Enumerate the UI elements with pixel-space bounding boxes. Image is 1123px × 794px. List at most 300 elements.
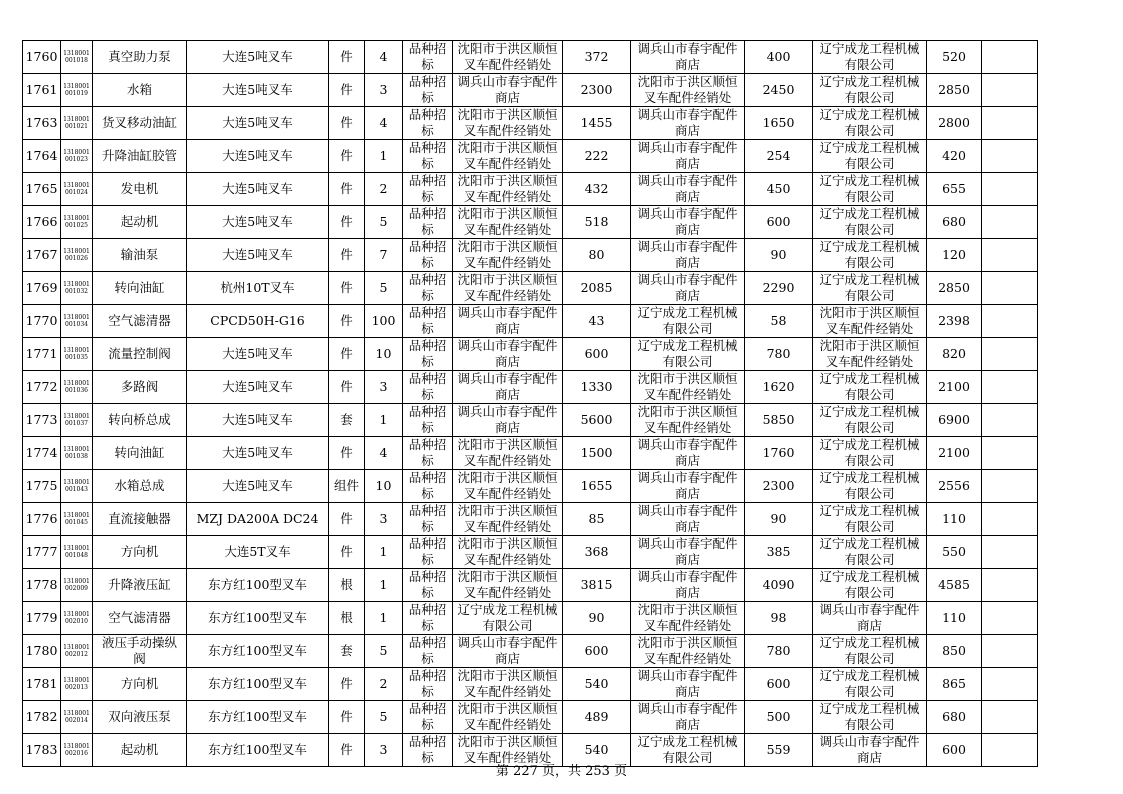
item-code-cell: 1318001 002010 [61, 602, 93, 635]
supplier-3-cell: 辽宁成龙工程机械 有限公司 [813, 470, 927, 503]
procurement-method-cell: 品种招 标 [403, 305, 453, 338]
remarks-cell [982, 635, 1038, 668]
procurement-method-cell: 品种招 标 [403, 371, 453, 404]
unit-cell: 件 [329, 371, 365, 404]
procurement-method-cell: 品种招 标 [403, 668, 453, 701]
unit-cell: 件 [329, 173, 365, 206]
row-number-cell: 1766 [23, 206, 61, 239]
supplier-2-cell: 调兵山市春宇配件 商店 [631, 668, 745, 701]
unit-cell: 件 [329, 41, 365, 74]
remarks-cell [982, 404, 1038, 437]
procurement-method-cell: 品种招 标 [403, 701, 453, 734]
item-name-cell: 方向机 [93, 668, 187, 701]
supplier-1-cell: 调兵山市春宇配件 商店 [453, 635, 563, 668]
row-number-cell: 1774 [23, 437, 61, 470]
price-2-cell: 2300 [745, 470, 813, 503]
model-cell: 大连5吨叉车 [187, 470, 329, 503]
table-row [23, 437, 1038, 470]
row-number-cell: 1781 [23, 668, 61, 701]
table-row [23, 107, 1038, 140]
price-3-cell: 2398 [927, 305, 982, 338]
price-1-cell: 222 [563, 140, 631, 173]
price-3-cell: 2850 [927, 74, 982, 107]
unit-cell: 件 [329, 437, 365, 470]
row-number-cell: 1778 [23, 569, 61, 602]
supplier-3-cell: 辽宁成龙工程机械 有限公司 [813, 668, 927, 701]
price-3-cell: 6900 [927, 404, 982, 437]
price-2-cell: 780 [745, 635, 813, 668]
unit-cell: 件 [329, 206, 365, 239]
price-3-cell: 120 [927, 239, 982, 272]
table-row [23, 602, 1038, 635]
supplier-3-cell: 辽宁成龙工程机械 有限公司 [813, 206, 927, 239]
supplier-1-cell: 沈阳市于洪区顺恒 叉车配件经销处 [453, 437, 563, 470]
table-row [23, 668, 1038, 701]
table-row [23, 503, 1038, 536]
supplier-2-cell: 辽宁成龙工程机械 有限公司 [631, 305, 745, 338]
price-3-cell: 520 [927, 41, 982, 74]
model-cell: MZJ DA200A DC24 [187, 503, 329, 536]
supplier-2-cell: 调兵山市春宇配件 商店 [631, 569, 745, 602]
supplier-3-cell: 辽宁成龙工程机械 有限公司 [813, 272, 927, 305]
procurement-method-cell: 品种招 标 [403, 404, 453, 437]
procurement-table [22, 40, 1038, 767]
item-code-cell: 1318001 001045 [61, 503, 93, 536]
supplier-2-cell: 沈阳市于洪区顺恒 叉车配件经销处 [631, 404, 745, 437]
item-name-cell: 发电机 [93, 173, 187, 206]
table-row [23, 371, 1038, 404]
price-3-cell: 850 [927, 635, 982, 668]
unit-cell: 组件 [329, 470, 365, 503]
price-1-cell: 5600 [563, 404, 631, 437]
remarks-cell [982, 602, 1038, 635]
supplier-1-cell: 沈阳市于洪区顺恒 叉车配件经销处 [453, 140, 563, 173]
quantity-cell: 3 [365, 734, 403, 767]
row-number-cell: 1782 [23, 701, 61, 734]
supplier-1-cell: 沈阳市于洪区顺恒 叉车配件经销处 [453, 503, 563, 536]
item-code-cell: 1318001 001036 [61, 371, 93, 404]
item-code-cell: 1318001 002013 [61, 668, 93, 701]
model-cell: 大连5吨叉车 [187, 107, 329, 140]
price-2-cell: 90 [745, 503, 813, 536]
quantity-cell: 4 [365, 107, 403, 140]
price-2-cell: 2290 [745, 272, 813, 305]
item-name-cell: 直流接触器 [93, 503, 187, 536]
price-3-cell: 680 [927, 206, 982, 239]
price-1-cell: 368 [563, 536, 631, 569]
procurement-method-cell: 品种招 标 [403, 734, 453, 767]
price-1-cell: 85 [563, 503, 631, 536]
supplier-3-cell: 调兵山市春宇配件 商店 [813, 602, 927, 635]
price-2-cell: 1650 [745, 107, 813, 140]
item-name-cell: 升降油缸胶管 [93, 140, 187, 173]
table-row [23, 635, 1038, 668]
supplier-1-cell: 沈阳市于洪区顺恒 叉车配件经销处 [453, 536, 563, 569]
row-number-cell: 1777 [23, 536, 61, 569]
item-code-cell: 1318001 001035 [61, 338, 93, 371]
supplier-3-cell: 辽宁成龙工程机械 有限公司 [813, 74, 927, 107]
quantity-cell: 1 [365, 569, 403, 602]
price-1-cell: 600 [563, 338, 631, 371]
unit-cell: 套 [329, 635, 365, 668]
supplier-2-cell: 沈阳市于洪区顺恒 叉车配件经销处 [631, 371, 745, 404]
remarks-cell [982, 536, 1038, 569]
model-cell: 东方红100型叉车 [187, 668, 329, 701]
procurement-method-cell: 品种招 标 [403, 635, 453, 668]
price-3-cell: 110 [927, 503, 982, 536]
price-3-cell: 4585 [927, 569, 982, 602]
table-row [23, 338, 1038, 371]
supplier-2-cell: 调兵山市春宇配件 商店 [631, 206, 745, 239]
price-2-cell: 2450 [745, 74, 813, 107]
model-cell: CPCD50H-G16 [187, 305, 329, 338]
price-1-cell: 489 [563, 701, 631, 734]
supplier-2-cell: 调兵山市春宇配件 商店 [631, 701, 745, 734]
quantity-cell: 10 [365, 470, 403, 503]
table-row [23, 701, 1038, 734]
supplier-1-cell: 沈阳市于洪区顺恒 叉车配件经销处 [453, 239, 563, 272]
quantity-cell: 5 [365, 701, 403, 734]
unit-cell: 件 [329, 701, 365, 734]
quantity-cell: 3 [365, 74, 403, 107]
supplier-2-cell: 沈阳市于洪区顺恒 叉车配件经销处 [631, 635, 745, 668]
row-number-cell: 1769 [23, 272, 61, 305]
unit-cell: 件 [329, 734, 365, 767]
table-row [23, 140, 1038, 173]
price-2-cell: 400 [745, 41, 813, 74]
item-name-cell: 转向桥总成 [93, 404, 187, 437]
procurement-method-cell: 品种招 标 [403, 206, 453, 239]
procurement-method-cell: 品种招 标 [403, 470, 453, 503]
price-1-cell: 3815 [563, 569, 631, 602]
supplier-2-cell: 调兵山市春宇配件 商店 [631, 173, 745, 206]
remarks-cell [982, 305, 1038, 338]
row-number-cell: 1765 [23, 173, 61, 206]
supplier-2-cell: 沈阳市于洪区顺恒 叉车配件经销处 [631, 74, 745, 107]
supplier-1-cell: 沈阳市于洪区顺恒 叉车配件经销处 [453, 470, 563, 503]
quantity-cell: 1 [365, 140, 403, 173]
remarks-cell [982, 173, 1038, 206]
procurement-method-cell: 品种招 标 [403, 437, 453, 470]
remarks-cell [982, 701, 1038, 734]
procurement-method-cell: 品种招 标 [403, 536, 453, 569]
supplier-1-cell: 辽宁成龙工程机械 有限公司 [453, 602, 563, 635]
row-number-cell: 1779 [23, 602, 61, 635]
row-number-cell: 1776 [23, 503, 61, 536]
unit-cell: 件 [329, 338, 365, 371]
item-name-cell: 双向液压泵 [93, 701, 187, 734]
price-2-cell: 58 [745, 305, 813, 338]
quantity-cell: 4 [365, 437, 403, 470]
remarks-cell [982, 437, 1038, 470]
unit-cell: 件 [329, 239, 365, 272]
unit-cell: 套 [329, 404, 365, 437]
price-1-cell: 372 [563, 41, 631, 74]
supplier-3-cell: 辽宁成龙工程机械 有限公司 [813, 701, 927, 734]
item-name-cell: 转向油缸 [93, 437, 187, 470]
item-code-cell: 1318001 001038 [61, 437, 93, 470]
supplier-2-cell: 调兵山市春宇配件 商店 [631, 536, 745, 569]
model-cell: 大连5吨叉车 [187, 371, 329, 404]
price-2-cell: 98 [745, 602, 813, 635]
supplier-1-cell: 沈阳市于洪区顺恒 叉车配件经销处 [453, 701, 563, 734]
price-3-cell: 2850 [927, 272, 982, 305]
price-1-cell: 540 [563, 734, 631, 767]
supplier-1-cell: 调兵山市春宇配件 商店 [453, 404, 563, 437]
supplier-1-cell: 调兵山市春宇配件 商店 [453, 74, 563, 107]
item-name-cell: 转向油缸 [93, 272, 187, 305]
price-3-cell: 2556 [927, 470, 982, 503]
supplier-3-cell: 沈阳市于洪区顺恒 叉车配件经销处 [813, 338, 927, 371]
item-name-cell: 输油泵 [93, 239, 187, 272]
price-1-cell: 432 [563, 173, 631, 206]
model-cell: 大连5吨叉车 [187, 239, 329, 272]
row-number-cell: 1764 [23, 140, 61, 173]
model-cell: 大连5吨叉车 [187, 140, 329, 173]
price-3-cell: 820 [927, 338, 982, 371]
item-name-cell: 多路阀 [93, 371, 187, 404]
procurement-method-cell: 品种招 标 [403, 272, 453, 305]
procurement-method-cell: 品种招 标 [403, 338, 453, 371]
supplier-1-cell: 沈阳市于洪区顺恒 叉车配件经销处 [453, 569, 563, 602]
price-1-cell: 2300 [563, 74, 631, 107]
procurement-method-cell: 品种招 标 [403, 569, 453, 602]
item-code-cell: 1318001 001034 [61, 305, 93, 338]
unit-cell: 件 [329, 74, 365, 107]
row-number-cell: 1783 [23, 734, 61, 767]
item-code-cell: 1318001 001025 [61, 206, 93, 239]
remarks-cell [982, 371, 1038, 404]
quantity-cell: 3 [365, 503, 403, 536]
remarks-cell [982, 338, 1038, 371]
price-1-cell: 1500 [563, 437, 631, 470]
remarks-cell [982, 239, 1038, 272]
supplier-1-cell: 沈阳市于洪区顺恒 叉车配件经销处 [453, 734, 563, 767]
price-2-cell: 254 [745, 140, 813, 173]
supplier-3-cell: 辽宁成龙工程机械 有限公司 [813, 635, 927, 668]
item-name-cell: 货叉移动油缸 [93, 107, 187, 140]
item-code-cell: 1318001 002012 [61, 635, 93, 668]
supplier-1-cell: 沈阳市于洪区顺恒 叉车配件经销处 [453, 668, 563, 701]
table-row [23, 404, 1038, 437]
supplier-3-cell: 辽宁成龙工程机械 有限公司 [813, 107, 927, 140]
supplier-2-cell: 辽宁成龙工程机械 有限公司 [631, 338, 745, 371]
row-number-cell: 1775 [23, 470, 61, 503]
price-3-cell: 600 [927, 734, 982, 767]
price-1-cell: 540 [563, 668, 631, 701]
price-1-cell: 600 [563, 635, 631, 668]
supplier-2-cell: 沈阳市于洪区顺恒 叉车配件经销处 [631, 602, 745, 635]
price-2-cell: 4090 [745, 569, 813, 602]
price-2-cell: 780 [745, 338, 813, 371]
price-3-cell: 680 [927, 701, 982, 734]
price-3-cell: 550 [927, 536, 982, 569]
model-cell: 东方红100型叉车 [187, 602, 329, 635]
row-number-cell: 1763 [23, 107, 61, 140]
unit-cell: 根 [329, 569, 365, 602]
supplier-2-cell: 调兵山市春宇配件 商店 [631, 470, 745, 503]
model-cell: 大连5吨叉车 [187, 173, 329, 206]
unit-cell: 件 [329, 107, 365, 140]
table-row [23, 41, 1038, 74]
quantity-cell: 1 [365, 404, 403, 437]
supplier-3-cell: 辽宁成龙工程机械 有限公司 [813, 173, 927, 206]
procurement-method-cell: 品种招 标 [403, 41, 453, 74]
price-2-cell: 600 [745, 668, 813, 701]
price-3-cell: 655 [927, 173, 982, 206]
quantity-cell: 5 [365, 206, 403, 239]
supplier-1-cell: 沈阳市于洪区顺恒 叉车配件经销处 [453, 206, 563, 239]
remarks-cell [982, 74, 1038, 107]
item-code-cell: 1318001 001021 [61, 107, 93, 140]
supplier-3-cell: 辽宁成龙工程机械 有限公司 [813, 437, 927, 470]
item-code-cell: 1318001 002014 [61, 701, 93, 734]
model-cell: 东方红100型叉车 [187, 569, 329, 602]
supplier-1-cell: 调兵山市春宇配件 商店 [453, 305, 563, 338]
price-3-cell: 110 [927, 602, 982, 635]
supplier-3-cell: 辽宁成龙工程机械 有限公司 [813, 371, 927, 404]
supplier-3-cell: 调兵山市春宇配件 商店 [813, 734, 927, 767]
price-2-cell: 1620 [745, 371, 813, 404]
row-number-cell: 1770 [23, 305, 61, 338]
unit-cell: 件 [329, 503, 365, 536]
remarks-cell [982, 107, 1038, 140]
supplier-3-cell: 辽宁成龙工程机械 有限公司 [813, 239, 927, 272]
remarks-cell [982, 668, 1038, 701]
price-3-cell: 2100 [927, 371, 982, 404]
row-number-cell: 1772 [23, 371, 61, 404]
remarks-cell [982, 41, 1038, 74]
item-code-cell: 1318001 001048 [61, 536, 93, 569]
model-cell: 大连5吨叉车 [187, 437, 329, 470]
price-2-cell: 5850 [745, 404, 813, 437]
supplier-2-cell: 调兵山市春宇配件 商店 [631, 107, 745, 140]
supplier-2-cell: 调兵山市春宇配件 商店 [631, 140, 745, 173]
page-footer: 第 227 页，共 253 页 [495, 764, 628, 779]
procurement-method-cell: 品种招 标 [403, 74, 453, 107]
item-name-cell: 起动机 [93, 734, 187, 767]
remarks-cell [982, 470, 1038, 503]
remarks-cell [982, 569, 1038, 602]
price-1-cell: 518 [563, 206, 631, 239]
remarks-cell [982, 140, 1038, 173]
supplier-2-cell: 调兵山市春宇配件 商店 [631, 503, 745, 536]
supplier-2-cell: 调兵山市春宇配件 商店 [631, 239, 745, 272]
model-cell: 大连5吨叉车 [187, 338, 329, 371]
quantity-cell: 4 [365, 41, 403, 74]
item-code-cell: 1318001 001037 [61, 404, 93, 437]
table-row [23, 173, 1038, 206]
item-code-cell: 1318001 001023 [61, 140, 93, 173]
model-cell: 大连5吨叉车 [187, 41, 329, 74]
quantity-cell: 2 [365, 668, 403, 701]
quantity-cell: 7 [365, 239, 403, 272]
quantity-cell: 10 [365, 338, 403, 371]
price-2-cell: 600 [745, 206, 813, 239]
quantity-cell: 1 [365, 602, 403, 635]
table-row [23, 569, 1038, 602]
price-3-cell: 2100 [927, 437, 982, 470]
procurement-method-cell: 品种招 标 [403, 140, 453, 173]
item-name-cell: 液压手动操纵 阀 [93, 635, 187, 668]
price-2-cell: 500 [745, 701, 813, 734]
price-2-cell: 90 [745, 239, 813, 272]
model-cell: 东方红100型叉车 [187, 734, 329, 767]
supplier-3-cell: 辽宁成龙工程机械 有限公司 [813, 41, 927, 74]
quantity-cell: 3 [365, 371, 403, 404]
item-code-cell: 1318001 001032 [61, 272, 93, 305]
item-code-cell: 1318001 001024 [61, 173, 93, 206]
item-name-cell: 升降液压缸 [93, 569, 187, 602]
supplier-2-cell: 调兵山市春宇配件 商店 [631, 41, 745, 74]
item-name-cell: 真空助力泵 [93, 41, 187, 74]
row-number-cell: 1771 [23, 338, 61, 371]
item-code-cell: 1318001 002016 [61, 734, 93, 767]
row-number-cell: 1767 [23, 239, 61, 272]
table-row [23, 305, 1038, 338]
row-number-cell: 1760 [23, 41, 61, 74]
item-code-cell: 1318001 001026 [61, 239, 93, 272]
table-row [23, 239, 1038, 272]
model-cell: 东方红100型叉车 [187, 635, 329, 668]
procurement-method-cell: 品种招 标 [403, 503, 453, 536]
price-1-cell: 1655 [563, 470, 631, 503]
price-1-cell: 1330 [563, 371, 631, 404]
price-2-cell: 450 [745, 173, 813, 206]
unit-cell: 件 [329, 272, 365, 305]
price-3-cell: 420 [927, 140, 982, 173]
supplier-1-cell: 沈阳市于洪区顺恒 叉车配件经销处 [453, 41, 563, 74]
model-cell: 东方红100型叉车 [187, 701, 329, 734]
supplier-1-cell: 沈阳市于洪区顺恒 叉车配件经销处 [453, 272, 563, 305]
price-1-cell: 80 [563, 239, 631, 272]
table-row [23, 272, 1038, 305]
supplier-2-cell: 调兵山市春宇配件 商店 [631, 437, 745, 470]
supplier-3-cell: 辽宁成龙工程机械 有限公司 [813, 404, 927, 437]
supplier-3-cell: 辽宁成龙工程机械 有限公司 [813, 140, 927, 173]
price-1-cell: 90 [563, 602, 631, 635]
table-body [23, 41, 1038, 767]
price-1-cell: 1455 [563, 107, 631, 140]
item-name-cell: 水箱 [93, 74, 187, 107]
quantity-cell: 100 [365, 305, 403, 338]
supplier-3-cell: 辽宁成龙工程机械 有限公司 [813, 536, 927, 569]
unit-cell: 件 [329, 536, 365, 569]
row-number-cell: 1780 [23, 635, 61, 668]
item-code-cell: 1318001 001019 [61, 74, 93, 107]
supplier-1-cell: 沈阳市于洪区顺恒 叉车配件经销处 [453, 173, 563, 206]
price-3-cell: 2800 [927, 107, 982, 140]
item-name-cell: 水箱总成 [93, 470, 187, 503]
procurement-method-cell: 品种招 标 [403, 107, 453, 140]
supplier-2-cell: 辽宁成龙工程机械 有限公司 [631, 734, 745, 767]
table-row [23, 206, 1038, 239]
model-cell: 大连5吨叉车 [187, 404, 329, 437]
supplier-3-cell: 辽宁成龙工程机械 有限公司 [813, 569, 927, 602]
item-name-cell: 流量控制阀 [93, 338, 187, 371]
model-cell: 大连5吨叉车 [187, 206, 329, 239]
price-1-cell: 43 [563, 305, 631, 338]
quantity-cell: 5 [365, 272, 403, 305]
model-cell: 大连5吨叉车 [187, 74, 329, 107]
row-number-cell: 1761 [23, 74, 61, 107]
remarks-cell [982, 503, 1038, 536]
item-code-cell: 1318001 001043 [61, 470, 93, 503]
row-number-cell: 1773 [23, 404, 61, 437]
procurement-method-cell: 品种招 标 [403, 173, 453, 206]
procurement-method-cell: 品种招 标 [403, 239, 453, 272]
table-row [23, 536, 1038, 569]
